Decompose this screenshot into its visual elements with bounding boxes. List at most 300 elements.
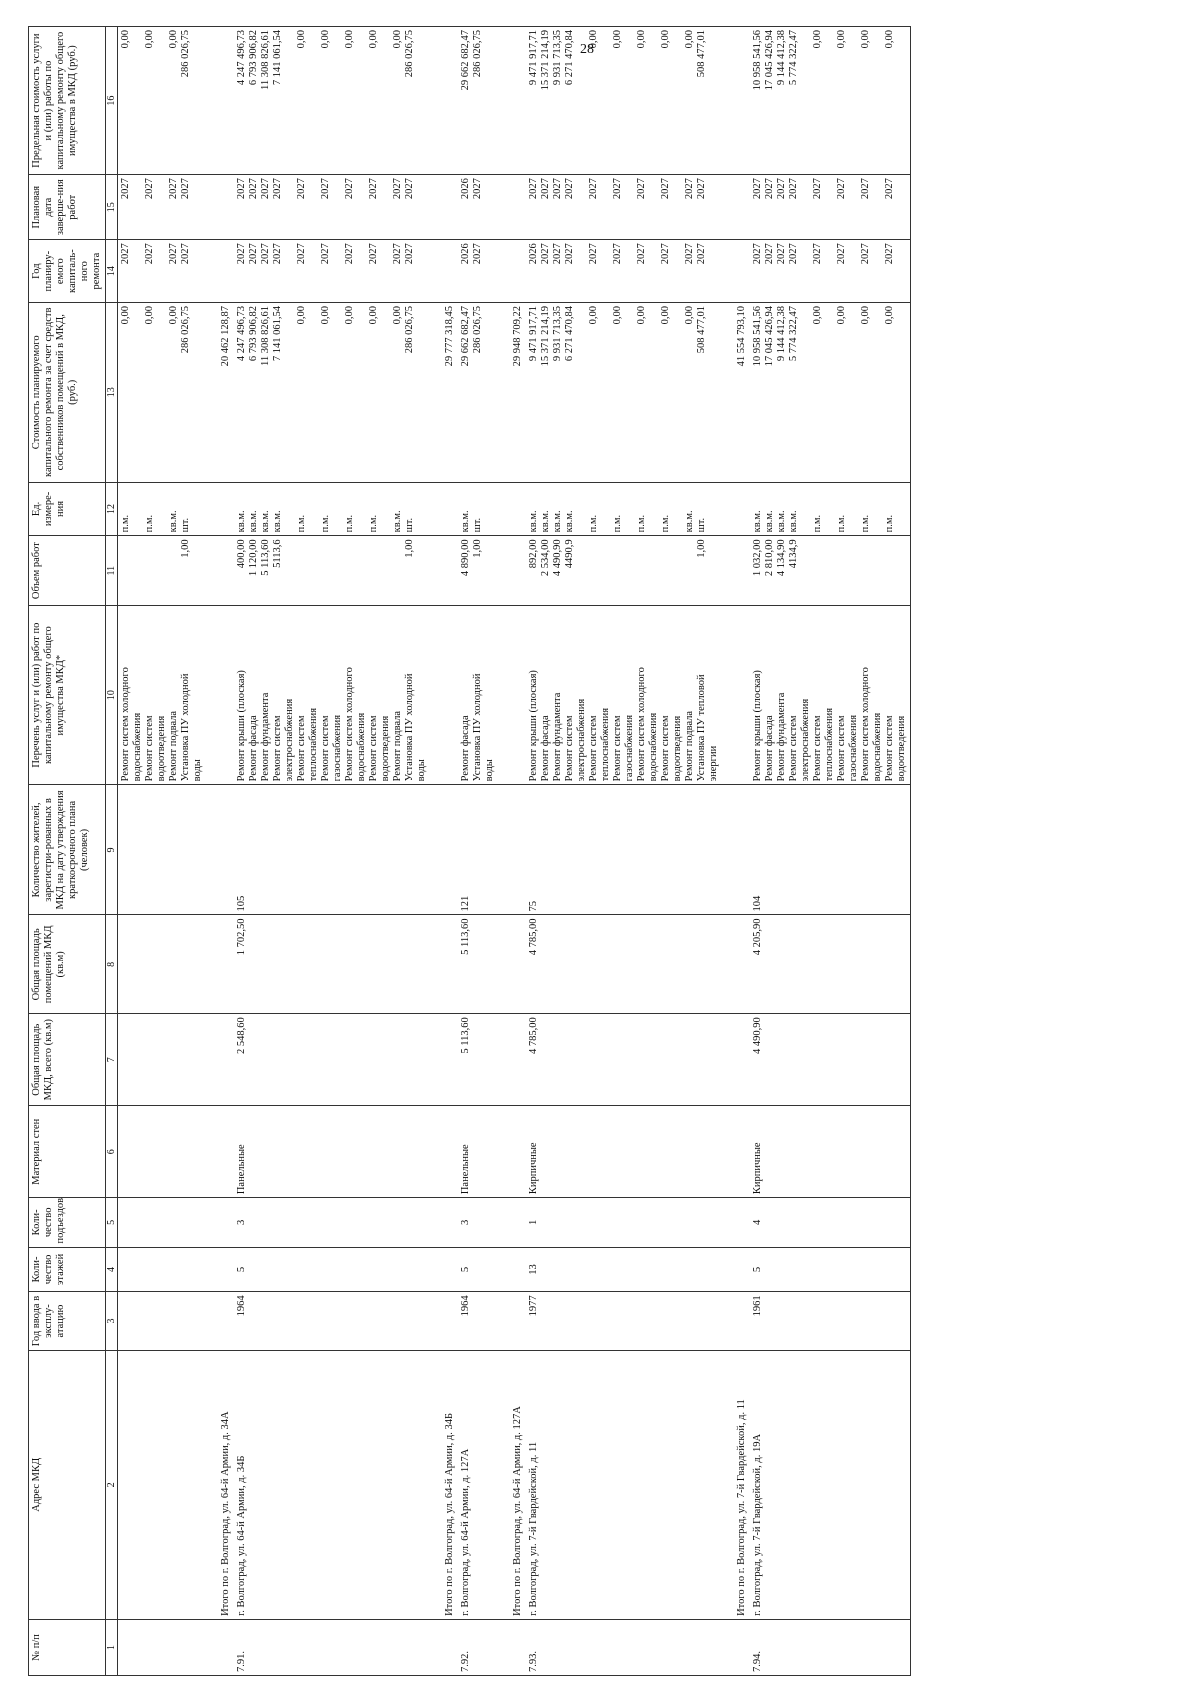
cost-line (800, 306, 812, 478)
col-number: 11 (106, 536, 118, 606)
empty-cell (722, 175, 750, 240)
work-line: водоснабжения (356, 712, 367, 782)
empty-cell (206, 1014, 234, 1106)
end-line: 2027 (472, 178, 483, 200)
empty-cell (430, 536, 458, 606)
unit-line (648, 486, 660, 533)
work-line: газоснабжения (332, 714, 343, 782)
cost-line (156, 306, 168, 478)
area-total: 4 490,90 (750, 1014, 911, 1106)
year-line (284, 243, 296, 299)
area-total: 5 113,60 (458, 1014, 498, 1106)
year-line: 2027 (236, 243, 247, 265)
year-line: 2027 (836, 243, 847, 265)
year-line (484, 243, 496, 299)
commission-year: 1964 (458, 1292, 498, 1350)
end-line (896, 178, 908, 236)
unit-line: п.м. (144, 514, 155, 533)
unit-line: п.м. (320, 514, 331, 533)
unit-line (708, 486, 720, 533)
end-line (800, 178, 812, 236)
col-end-list (458, 175, 498, 240)
continuation-row (118, 27, 207, 1676)
empty-cell (206, 536, 234, 606)
year-line (648, 243, 660, 299)
col-header-volume: Объем работ (29, 536, 106, 606)
cost-line (284, 306, 296, 478)
volume-line: 4 490,90 (552, 539, 563, 577)
cost-line: 0,00 (320, 306, 331, 325)
empty-cell (722, 1247, 750, 1292)
cost-line: 0,00 (684, 306, 695, 325)
row-number: 7.92. (458, 1619, 498, 1675)
cost-line: 0,00 (812, 306, 823, 325)
cost-line (132, 306, 144, 478)
entrances: 3 (234, 1198, 430, 1247)
col-end-list (750, 175, 911, 240)
unit-line (308, 486, 320, 533)
volume-line (576, 539, 588, 602)
year-line (356, 243, 368, 299)
unit-line: шт. (696, 517, 707, 533)
volume-line (484, 539, 496, 602)
empty-cell (722, 27, 750, 175)
end-line (624, 178, 636, 236)
end-line: 2027 (636, 178, 647, 200)
end-line: 2027 (684, 178, 695, 200)
empty-cell (498, 1247, 526, 1292)
col-number: 13 (106, 303, 118, 482)
end-line: 2027 (696, 178, 707, 200)
limit-line (192, 30, 204, 171)
col-work-list (118, 605, 207, 784)
volume-line (120, 539, 132, 602)
unit-line: шт. (472, 517, 483, 533)
col-unit-list (118, 482, 207, 536)
empty-cell (498, 1014, 526, 1106)
work-line: воды (192, 759, 203, 782)
year-line (416, 243, 428, 299)
col-limit-list (234, 27, 430, 175)
area-total: 2 548,60 (234, 1014, 430, 1106)
limit-line (132, 30, 144, 171)
limit-line: 0,00 (392, 30, 403, 49)
unit-line: кв.м. (752, 510, 763, 533)
col-cost-list (234, 303, 430, 482)
work-line: воды (416, 759, 427, 782)
end-line: 2027 (236, 178, 247, 200)
end-line (824, 178, 836, 236)
row-number: 7.93. (526, 1619, 722, 1675)
volume-line (672, 539, 684, 602)
empty-cell (498, 27, 526, 175)
cost-line: 17 045 426,94 (764, 306, 775, 367)
total-row (206, 27, 234, 1676)
col-unit-list (458, 482, 498, 536)
col-volume-list (118, 536, 207, 606)
entrances: 3 (458, 1198, 498, 1247)
limit-line: 11 308 826,61 (260, 30, 271, 90)
volume-line (872, 539, 884, 602)
end-line (648, 178, 660, 236)
total-row (498, 27, 526, 1676)
volume-line: 5 113,60 (260, 539, 271, 576)
empty-cell (118, 915, 207, 1014)
work-line: электроснабжения (800, 698, 811, 782)
limit-line: 0,00 (120, 30, 131, 49)
year-line: 2027 (812, 243, 823, 265)
end-line (600, 178, 612, 236)
volume-line (368, 539, 380, 602)
empty-cell (206, 785, 234, 915)
volume-line: 2 534,00 (540, 539, 551, 577)
unit-line: кв.м. (684, 510, 695, 533)
empty-cell (206, 915, 234, 1014)
empty-cell (206, 1198, 234, 1247)
col-year-list (750, 240, 911, 303)
work-line: Ремонт систем (368, 715, 379, 782)
empty-cell (430, 175, 458, 240)
end-line: 2027 (776, 178, 787, 200)
total-cost: 41 554 793,10 (722, 303, 750, 482)
limit-line (380, 30, 392, 171)
unit-line (576, 486, 588, 533)
unit-line: п.м. (612, 514, 623, 533)
commission-year: 1977 (526, 1292, 722, 1350)
cost-line: 0,00 (392, 306, 403, 325)
empty-cell (118, 1619, 207, 1675)
address: г. Волгоград, ул. 7-й Гвардейской, д. 19А (750, 1350, 911, 1619)
limit-line: 0,00 (660, 30, 671, 49)
unit-line: п.м. (884, 514, 895, 533)
end-line: 2027 (660, 178, 671, 200)
work-line: водоснабжения (648, 712, 659, 782)
year-line: 2027 (144, 243, 155, 265)
col-work-list (458, 605, 498, 784)
volume-line (380, 539, 392, 602)
empty-cell (430, 1292, 458, 1350)
year-line (600, 243, 612, 299)
volume-line (636, 539, 648, 602)
volume-line: 892,00 (528, 539, 539, 569)
col-volume-list (526, 536, 722, 606)
end-line: 2027 (540, 178, 551, 200)
work-line: водоснабжения (872, 712, 883, 782)
unit-line (624, 486, 636, 533)
unit-line: п.м. (368, 514, 379, 533)
cost-line (192, 306, 204, 478)
cost-line: 0,00 (296, 306, 307, 325)
limit-line: 508 477,01 (696, 30, 707, 78)
unit-line: п.м. (296, 514, 307, 533)
empty-cell (206, 1292, 234, 1350)
unit-line (284, 486, 296, 533)
cost-line: 286 026,75 (472, 306, 483, 354)
year-line: 2027 (788, 243, 799, 265)
area-rooms: 1 702,50 (234, 915, 430, 1014)
unit-line: кв.м. (764, 510, 775, 533)
work-line: Ремонт систем (564, 715, 575, 782)
col-limit-list (118, 27, 207, 175)
work-line: Ремонт систем (296, 715, 307, 782)
row-number: 7.94. (750, 1619, 911, 1675)
volume-line (192, 539, 204, 602)
cost-line: 0,00 (636, 306, 647, 325)
work-line: воды (484, 759, 495, 782)
column-number-row (106, 27, 118, 1676)
limit-line: 9 144 412,38 (776, 30, 787, 86)
end-line (156, 178, 168, 236)
volume-line (624, 539, 636, 602)
residents: 75 (526, 785, 722, 915)
volume-line (848, 539, 860, 602)
empty-cell (498, 605, 526, 784)
volume-line: 2 810,00 (764, 539, 775, 577)
col-number: 3 (106, 1292, 118, 1350)
col-header-end-date: Плановая дата заверше-ния работ (29, 175, 106, 240)
work-line: Ремонт систем (836, 715, 847, 782)
total-label: Итого по г. Волгоград, ул. 64-й Армии, д. 127А (498, 1350, 526, 1619)
work-line: теплоснабжения (824, 707, 835, 782)
volume-line (836, 539, 848, 602)
end-line (356, 178, 368, 236)
total-cost: 29 948 709,22 (498, 303, 526, 482)
limit-line (356, 30, 368, 171)
address: г. Волгоград, ул. 7-й Гвардейской, д. 11 (526, 1350, 722, 1619)
volume-line (824, 539, 836, 602)
year-line: 2027 (404, 243, 415, 265)
unit-line: кв.м. (460, 510, 471, 533)
col-year-list (458, 240, 498, 303)
year-line (132, 243, 144, 299)
year-line: 2027 (180, 243, 191, 265)
cost-line: 0,00 (120, 306, 131, 325)
cost-line: 6 271 470,84 (564, 306, 575, 362)
end-line: 2027 (788, 178, 799, 200)
empty-cell (722, 1014, 750, 1106)
empty-cell (498, 482, 526, 536)
end-line: 2027 (296, 178, 307, 200)
cost-line (356, 306, 368, 478)
cost-line: 9 931 713,35 (552, 306, 563, 362)
empty-cell (206, 605, 234, 784)
volume-line: 400,00 (236, 539, 247, 569)
unit-line: кв.м. (168, 510, 179, 533)
work-line: Установка ПУ тепловой (696, 674, 707, 782)
header-row (29, 27, 106, 1676)
limit-line (484, 30, 496, 171)
col-number: 16 (106, 27, 118, 175)
work-line: водоотведения (156, 715, 167, 782)
total-cost: 20 462 128,87 (206, 303, 234, 482)
volume-line (416, 539, 428, 602)
year-line: 2027 (764, 243, 775, 265)
col-header-floors: Коли-чество этажей (29, 1247, 106, 1292)
limit-line: 6 271 470,84 (564, 30, 575, 86)
col-number: 7 (106, 1014, 118, 1106)
end-line: 2027 (320, 178, 331, 200)
empty-cell (498, 785, 526, 915)
work-line: Ремонт систем (788, 715, 799, 782)
volume-line: 1,00 (472, 539, 483, 558)
cost-line: 10 958 541,56 (752, 306, 763, 367)
empty-cell (430, 27, 458, 175)
volume-line (708, 539, 720, 602)
end-line (132, 178, 144, 236)
end-line (380, 178, 392, 236)
limit-line: 9 931 713,35 (552, 30, 563, 86)
col-unit-list (526, 482, 722, 536)
total-label: Итого по г. Волгоград, ул. 64-й Армии, д. 34А (206, 1350, 234, 1619)
year-line: 2027 (272, 243, 283, 265)
unit-line (132, 486, 144, 533)
col-number: 9 (106, 785, 118, 915)
cost-line (308, 306, 320, 478)
unit-line (848, 486, 860, 533)
cost-line: 0,00 (588, 306, 599, 325)
end-line: 2027 (884, 178, 895, 200)
work-line: Ремонт систем холодного (860, 667, 871, 782)
end-line (708, 178, 720, 236)
limit-line: 17 045 426,94 (764, 30, 775, 91)
year-line: 2026 (528, 243, 539, 265)
cost-line: 0,00 (660, 306, 671, 325)
empty-cell (498, 175, 526, 240)
year-line (872, 243, 884, 299)
cost-line: 0,00 (612, 306, 623, 325)
year-line: 2027 (884, 243, 895, 265)
work-line: водоснабжения (132, 712, 143, 782)
cost-line (484, 306, 496, 478)
cost-line (576, 306, 588, 478)
year-line: 2027 (752, 243, 763, 265)
empty-cell (206, 175, 234, 240)
limit-line: 0,00 (320, 30, 331, 49)
end-line: 2027 (588, 178, 599, 200)
work-line: Ремонт подвала (684, 710, 695, 782)
limit-line: 7 141 061,54 (272, 30, 283, 86)
unit-line (380, 486, 392, 533)
unit-line: п.м. (588, 514, 599, 533)
empty-cell (430, 605, 458, 784)
year-line: 2027 (540, 243, 551, 265)
building-row (750, 27, 911, 1676)
work-line: Установка ПУ холодной (472, 673, 483, 782)
work-line: Ремонт систем (612, 715, 623, 782)
empty-cell (118, 1106, 207, 1198)
cost-line: 0,00 (836, 306, 847, 325)
work-line: газоснабжения (848, 714, 859, 782)
volume-line: 4490,9 (564, 539, 575, 569)
limit-line: 0,00 (296, 30, 307, 49)
end-line: 2027 (392, 178, 403, 200)
cost-line: 286 026,75 (180, 306, 191, 354)
year-line: 2027 (472, 243, 483, 265)
unit-line (356, 486, 368, 533)
unit-line: шт. (404, 517, 415, 533)
empty-cell (722, 1619, 750, 1675)
col-cost-list (750, 303, 911, 482)
col-limit-list (750, 27, 911, 175)
empty-cell (722, 1292, 750, 1350)
col-end-list (118, 175, 207, 240)
limit-line (648, 30, 660, 171)
col-header-year: Год ввода в эксплу-атацию (29, 1292, 106, 1350)
unit-line (824, 486, 836, 533)
cost-line: 0,00 (168, 306, 179, 325)
col-header-repair-year: Год планиру-емого капиталь-ного ремонта (29, 240, 106, 303)
empty-cell (118, 1350, 207, 1619)
work-line: Ремонт систем холодного (344, 667, 355, 782)
cost-line (708, 306, 720, 478)
end-line: 2027 (404, 178, 415, 200)
work-line: водоотведения (380, 715, 391, 782)
limit-line (848, 30, 860, 171)
work-line: Ремонт систем (812, 715, 823, 782)
empty-cell (722, 605, 750, 784)
work-line: теплоснабжения (308, 707, 319, 782)
year-line (332, 243, 344, 299)
end-line: 2027 (248, 178, 259, 200)
limit-line (872, 30, 884, 171)
col-number: 15 (106, 175, 118, 240)
year-line: 2027 (248, 243, 259, 265)
end-line: 2027 (368, 178, 379, 200)
total-label: Итого по г. Волгоград, ул. 7-й Гвардейской, д. 11 (722, 1350, 750, 1619)
limit-line (284, 30, 296, 171)
year-line: 2027 (392, 243, 403, 265)
work-line: Ремонт фасада (540, 715, 551, 782)
year-line: 2027 (296, 243, 307, 265)
unit-line: кв.м. (272, 510, 283, 533)
limit-line: 286 026,75 (472, 30, 483, 78)
empty-cell (498, 1292, 526, 1350)
limit-line: 0,00 (836, 30, 847, 49)
cost-line: 286 026,75 (404, 306, 415, 354)
unit-line: кв.м. (528, 510, 539, 533)
unit-line: кв.м. (552, 510, 563, 533)
volume-line: 4134,9 (788, 539, 799, 569)
col-number: 5 (106, 1198, 118, 1247)
end-line: 2027 (752, 178, 763, 200)
empty-cell (722, 482, 750, 536)
col-year-list (526, 240, 722, 303)
floors: 5 (234, 1247, 430, 1292)
work-line: Ремонт систем (588, 715, 599, 782)
end-line (484, 178, 496, 236)
volume-line (356, 539, 368, 602)
volume-line (612, 539, 624, 602)
cost-line (896, 306, 908, 478)
year-line: 2027 (344, 243, 355, 265)
year-line: 2027 (696, 243, 707, 265)
end-line: 2027 (836, 178, 847, 200)
end-line (672, 178, 684, 236)
col-header-material: Материал стен (29, 1106, 106, 1198)
empty-cell (430, 1106, 458, 1198)
work-line: Ремонт подвала (168, 710, 179, 782)
work-line: Ремонт фасада (248, 715, 259, 782)
work-line: электроснабжения (284, 698, 295, 782)
limit-line: 286 026,75 (180, 30, 191, 78)
end-line (332, 178, 344, 236)
col-cost-list (118, 303, 207, 482)
unit-line: кв.м. (788, 510, 799, 533)
limit-line: 29 662 682,47 (460, 30, 471, 91)
cost-line (600, 306, 612, 478)
limit-line: 0,00 (684, 30, 695, 49)
col-number: 4 (106, 1247, 118, 1292)
